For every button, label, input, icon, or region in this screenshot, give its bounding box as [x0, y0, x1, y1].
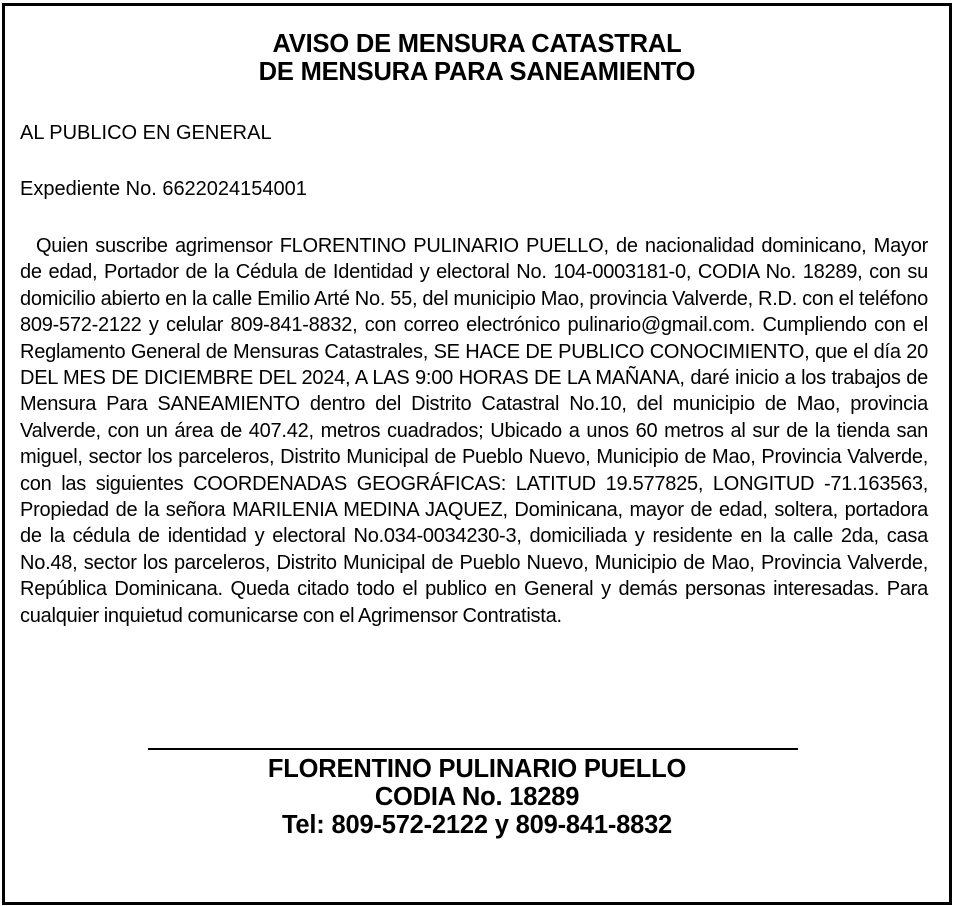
- signer-codia: CODIA No. 18289: [374, 783, 580, 811]
- file-number: Expediente No. 6622024154001: [20, 178, 307, 200]
- signer-name: FLORENTINO PULINARIO PUELLO: [267, 755, 687, 783]
- notice-title: [0, 30, 954, 86]
- notice-body: Quien suscribe agrimensor FLORENTINO PULINARIO PUELLO, de nacionalidad dominicano, Mayor de edad, Portador de la Cédula de Identidad y electoral No. 104-0003181-0, CODIA No. 18289, con su domicilio abierto en la calle Emilio Arté No. 55, del municipio Mao, provincia Valverde, R.D. con el teléfono 809-572-2122 y celular 809-841-8832, con correo electrónico pulinario@gmail.com. Cumpliendo con el Reglamento General de Mensuras Catastrales, SE HACE DE PUBLICO CONOCIMIENTO, que el día 20 DEL MES DE DICIEMBRE DEL 2024, A LAS 9:00 HORAS DE LA MAÑANA, daré inicio a los trabajos de Mensura Para SANEAMIENTO dentro del Distrito Catastral No.10, del municipio de Mao, provincia Valverde, con un área de 407.42, metros cuadrados; Ubicado a unos 60 metros al sur de la tienda san miguel, sector los parceleros, Distrito Municipal de Pueblo Nuevo, Municipio de Mao, Provincia Valverde, con las siguientes COORDENADAS GEOGRÁFICAS: LATITUD 19.577825, LONGITUD -71.163563, Propiedad de la señora MARILENIA MEDINA JAQUEZ, Dominicana, mayor de edad, soltera, portadora de la cédula de identidad y electoral No.034-0034230-3, domiciliada y residente en la calle 2da, casa No.48, sector los parceleros, Distrito Municipal de Pueblo Nuevo, Municipio de Mao, Provincia Valverde, República Dominicana. Queda citado todo el publico en General y demás personas interesadas. Para cualquier inquietud comunicarse con el Agrimensor Contratista.: [20, 235, 928, 627]
- title-line-1: AVISO DE MENSURA CATASTRAL: [272, 30, 682, 58]
- title-line-2: DE MENSURA PARA SANEAMIENTO: [258, 58, 696, 86]
- addressee: AL PUBLICO EN GENERAL: [20, 122, 272, 144]
- signer-phones: Tel: 809-572-2122 y 809-841-8832: [281, 811, 673, 839]
- signature-line: [148, 748, 798, 750]
- signature-block: [0, 755, 954, 839]
